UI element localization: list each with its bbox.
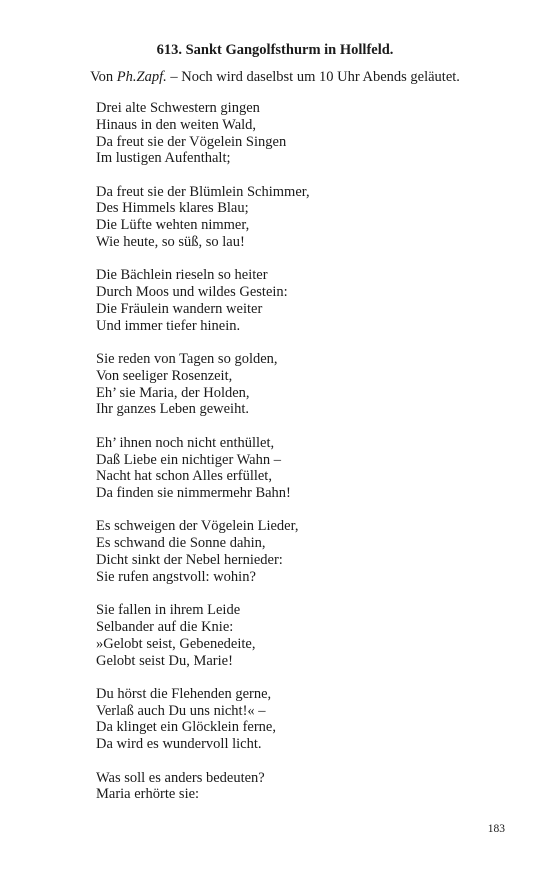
poem-line: Nacht hat schon Alles erfüllet, <box>96 468 272 485</box>
poem-line: Da wird es wundervoll licht. <box>96 736 262 753</box>
poem-line: Dicht sinkt der Nebel hernieder: <box>96 552 283 569</box>
poem-line: Eh’ sie Maria, der Holden, <box>96 384 250 401</box>
poem-line: Drei alte Schwestern gingen <box>96 100 260 116</box>
subtitle-author: Ph.Zapf. <box>116 69 167 85</box>
poem-line: Es schweigen der Vögelein Lieder, <box>96 518 299 535</box>
page-number: 183 <box>487 823 505 835</box>
poem-line: Im lustigen Aufenthalt; <box>96 150 231 167</box>
poem-line: Des Himmels klares Blau; <box>96 200 249 217</box>
poem-line: Die Bächlein rieseln so heiter <box>96 267 268 284</box>
poem-line: Da freut sie der Vögelein Singen <box>96 133 287 150</box>
poem-line: Was soll es anders bedeuten? <box>96 769 265 786</box>
poem-line: Gelobt seist Du, Marie! <box>96 652 233 669</box>
stanza-2 <box>96 184 516 268</box>
poem-line: Sie reden von Tagen so golden, <box>96 351 278 368</box>
poem-line: Eh’ ihnen noch nicht enthüllet, <box>96 434 275 451</box>
poem-line: »Gelobt seist, Gebenedeite, <box>96 635 256 652</box>
poem-line: Daß Liebe ein nichtiger Wahn – <box>96 451 281 468</box>
poem-line: Da finden sie nimmermehr Bahn! <box>96 485 291 502</box>
stanza-4 <box>96 351 516 435</box>
poem-line: Es schwand die Sonne dahin, <box>96 535 266 552</box>
poem-line: Und immer tiefer hinein. <box>96 317 241 334</box>
stanza-8 <box>96 686 516 770</box>
subtitle <box>0 68 550 86</box>
poem-line: Hinaus in den weiten Wald, <box>96 116 257 133</box>
poem-line: Maria erhörte sie: <box>96 786 200 803</box>
poem-body <box>96 100 516 853</box>
stanza-5 <box>96 435 516 519</box>
poem-line: Du hörst die Flehenden gerne, <box>96 685 272 702</box>
poem-line: Ihr ganzes Leben geweiht. <box>96 401 249 418</box>
stanza-9 <box>96 770 516 854</box>
stanza-3 <box>96 267 516 351</box>
stanza-6 <box>96 518 516 602</box>
poem-line: Da freut sie der Blümlein Schimmer, <box>96 183 310 200</box>
poem-line: Sie fallen in ihrem Leide <box>96 602 241 619</box>
poem-line: Von seeliger Rosenzeit, <box>96 367 233 384</box>
subtitle-note: – Noch wird daselbst um 10 Uhr Abends geläutet. <box>166 69 460 85</box>
page-title: 613. Sankt Gangolfsthurm in Hollfeld. <box>156 42 394 58</box>
stanza-1 <box>96 100 516 184</box>
poem-line: Die Fräulein wandern weiter <box>96 300 263 317</box>
subtitle-prefix: Von <box>90 69 117 85</box>
poem-line: Die Lüfte wehten nimmer, <box>96 217 250 234</box>
poem-line: Sie rufen angstvoll: wohin? <box>96 568 256 585</box>
poem-line: Verlaß auch Du uns nicht!« – <box>96 702 266 719</box>
poem-line: Durch Moos und wildes Gestein: <box>96 284 288 301</box>
poem-line: Da klinget ein Glöcklein ferne, <box>96 719 276 736</box>
stanza-7 <box>96 602 516 686</box>
poem-line: Selbander auf die Knie: <box>96 618 234 635</box>
poem-line: Wie heute, so süß, so lau! <box>96 234 245 251</box>
